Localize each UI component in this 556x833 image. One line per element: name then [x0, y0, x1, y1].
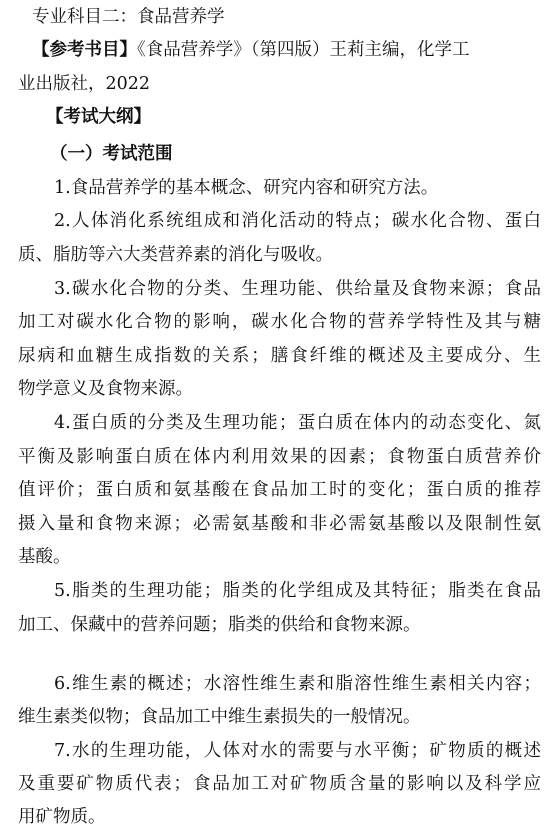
reference-label: 【参考书目】: [32, 40, 137, 60]
list-item-line: 值评价；蛋白质和氨基酸在食品加工时的变化；蛋白质的推荐: [18, 480, 541, 500]
reference-text-1: 《食品营养学》（第四版）王莉主编，化学工: [137, 40, 470, 60]
list-item-line: 6.维生素的概述；水溶性维生素和脂溶性维生素相关内容；: [54, 674, 541, 694]
list-item-line: 5.脂类的生理功能；脂类的化学组成及其特征；脂类在食品: [54, 581, 541, 601]
outline-heading: 【考试大纲】: [46, 107, 151, 127]
subject-line: 专业科目二：食品营养学: [32, 7, 225, 27]
list-item-line: 物学意义及食物来源。: [18, 379, 193, 399]
list-item-line: 质、脂肪等六大类营养素的消化与吸收。: [18, 245, 333, 265]
list-item-line: 及重要矿物质代表；食品加工对矿物质含量的影响以及科学应: [18, 774, 541, 794]
list-item-line: 尿病和血糖生成指数的关系；膳食纤维的概述及主要成分、生: [18, 346, 541, 366]
list-item-line: 4.蛋白质的分类及生理功能；蛋白质在体内的动态变化、氮: [54, 413, 541, 433]
list-item-line: 加工对碳水化合物的影响，碳水化合物的营养学特性及其与糖: [18, 312, 541, 332]
reference-line-2: 业出版社，2022: [18, 74, 151, 94]
list-item-line: 2.人体消化系统组成和消化活动的特点；碳水化合物、蛋白: [54, 211, 541, 231]
list-item-line: 7.水的生理功能，人体对水的需要与水平衡；矿物质的概述: [54, 741, 541, 761]
list-item-line: 1.食品营养学的基本概念、研究内容和研究方法。: [54, 178, 439, 198]
list-item-line: 用矿物质。: [18, 807, 106, 827]
reference-line-1: [32, 39, 542, 61]
list-item-line: 基酸。: [18, 547, 71, 567]
list-item-line: 维生素类似物；食品加工中维生素损失的一般情况。: [18, 707, 421, 727]
list-item-line: 摄入量和食物来源；必需氨基酸和非必需氨基酸以及限制性氨: [18, 514, 541, 534]
section-heading: （一）考试范围: [50, 144, 173, 164]
list-item-line: 平衡及影响蛋白质在体内利用效果的因素；食物蛋白质营养价: [18, 447, 541, 467]
list-item-line: 3.碳水化合物的分类、生理功能、供给量及食物来源；食品: [54, 279, 541, 299]
list-item-line: 加工、保藏中的营养问题；脂类的供给和食物来源。: [18, 615, 421, 635]
